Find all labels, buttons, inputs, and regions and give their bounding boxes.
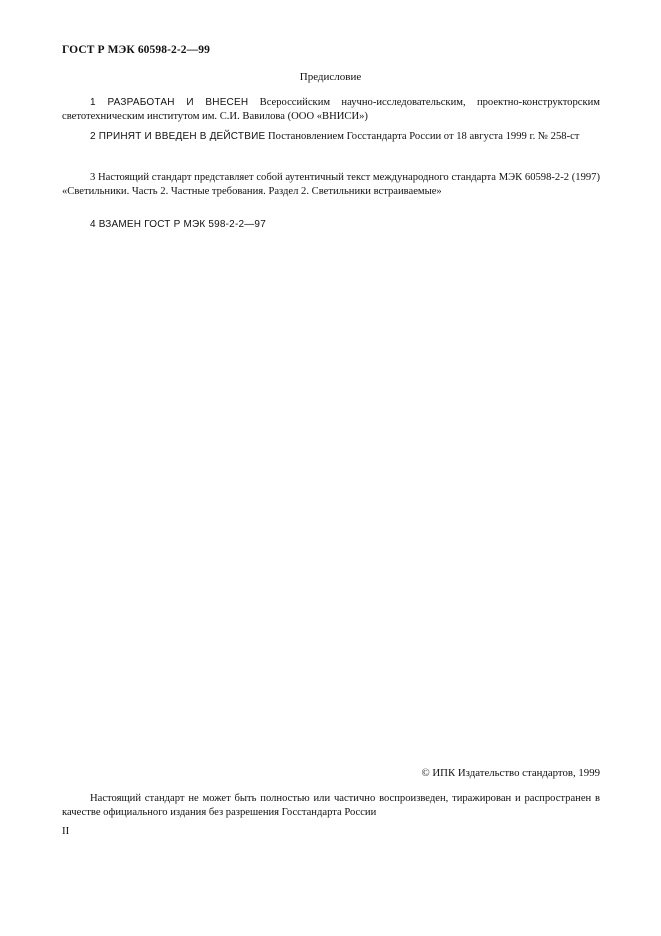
document-code-header: ГОСТ Р МЭК 60598-2-2—99 <box>62 44 210 56</box>
paragraph-text: Постановлением Госстандарта России от 18 августа 1999 г. № 258-ст <box>265 131 580 142</box>
paragraph-lead: 1 РАЗРАБОТАН И ВНЕСЕН <box>90 97 249 108</box>
paragraph-adopted <box>62 130 600 144</box>
paragraph-replaces <box>62 218 600 232</box>
copyright-line: © ИПК Издательство стандартов, 1999 <box>421 767 600 779</box>
paragraph-text: Всероссийским научно-исследовательским, проектно-конструкторским светотехническим институтом им. С.И. Вавилова (ООО «ВНИСИ») <box>62 97 600 122</box>
paragraph-lead: 4 ВЗАМЕН ГОСТ Р МЭК 598-2-2—97 <box>90 219 266 230</box>
paragraph-text: 3 Настоящий стандарт представляет собой аутентичный текст международного стандарта МЭК 60598-2-2 (1997) «Светильники. Часть 2. Частные требования. Раздел 2. Светильники встраиваемые» <box>62 172 600 197</box>
paragraph-developed-by <box>62 96 600 123</box>
page-number: II <box>62 825 70 837</box>
section-title: Предисловие <box>299 71 362 83</box>
paragraph-authentic-text <box>62 171 600 198</box>
paragraph-lead: 2 ПРИНЯТ И ВВЕДЕН В ДЕЙСТВИЕ <box>90 131 266 142</box>
reproduction-notice: Настоящий стандарт не может быть полностью или частично воспроизведен, тиражирован и распространен в качестве официального издания без разрешения Госстандарта России <box>62 793 600 818</box>
